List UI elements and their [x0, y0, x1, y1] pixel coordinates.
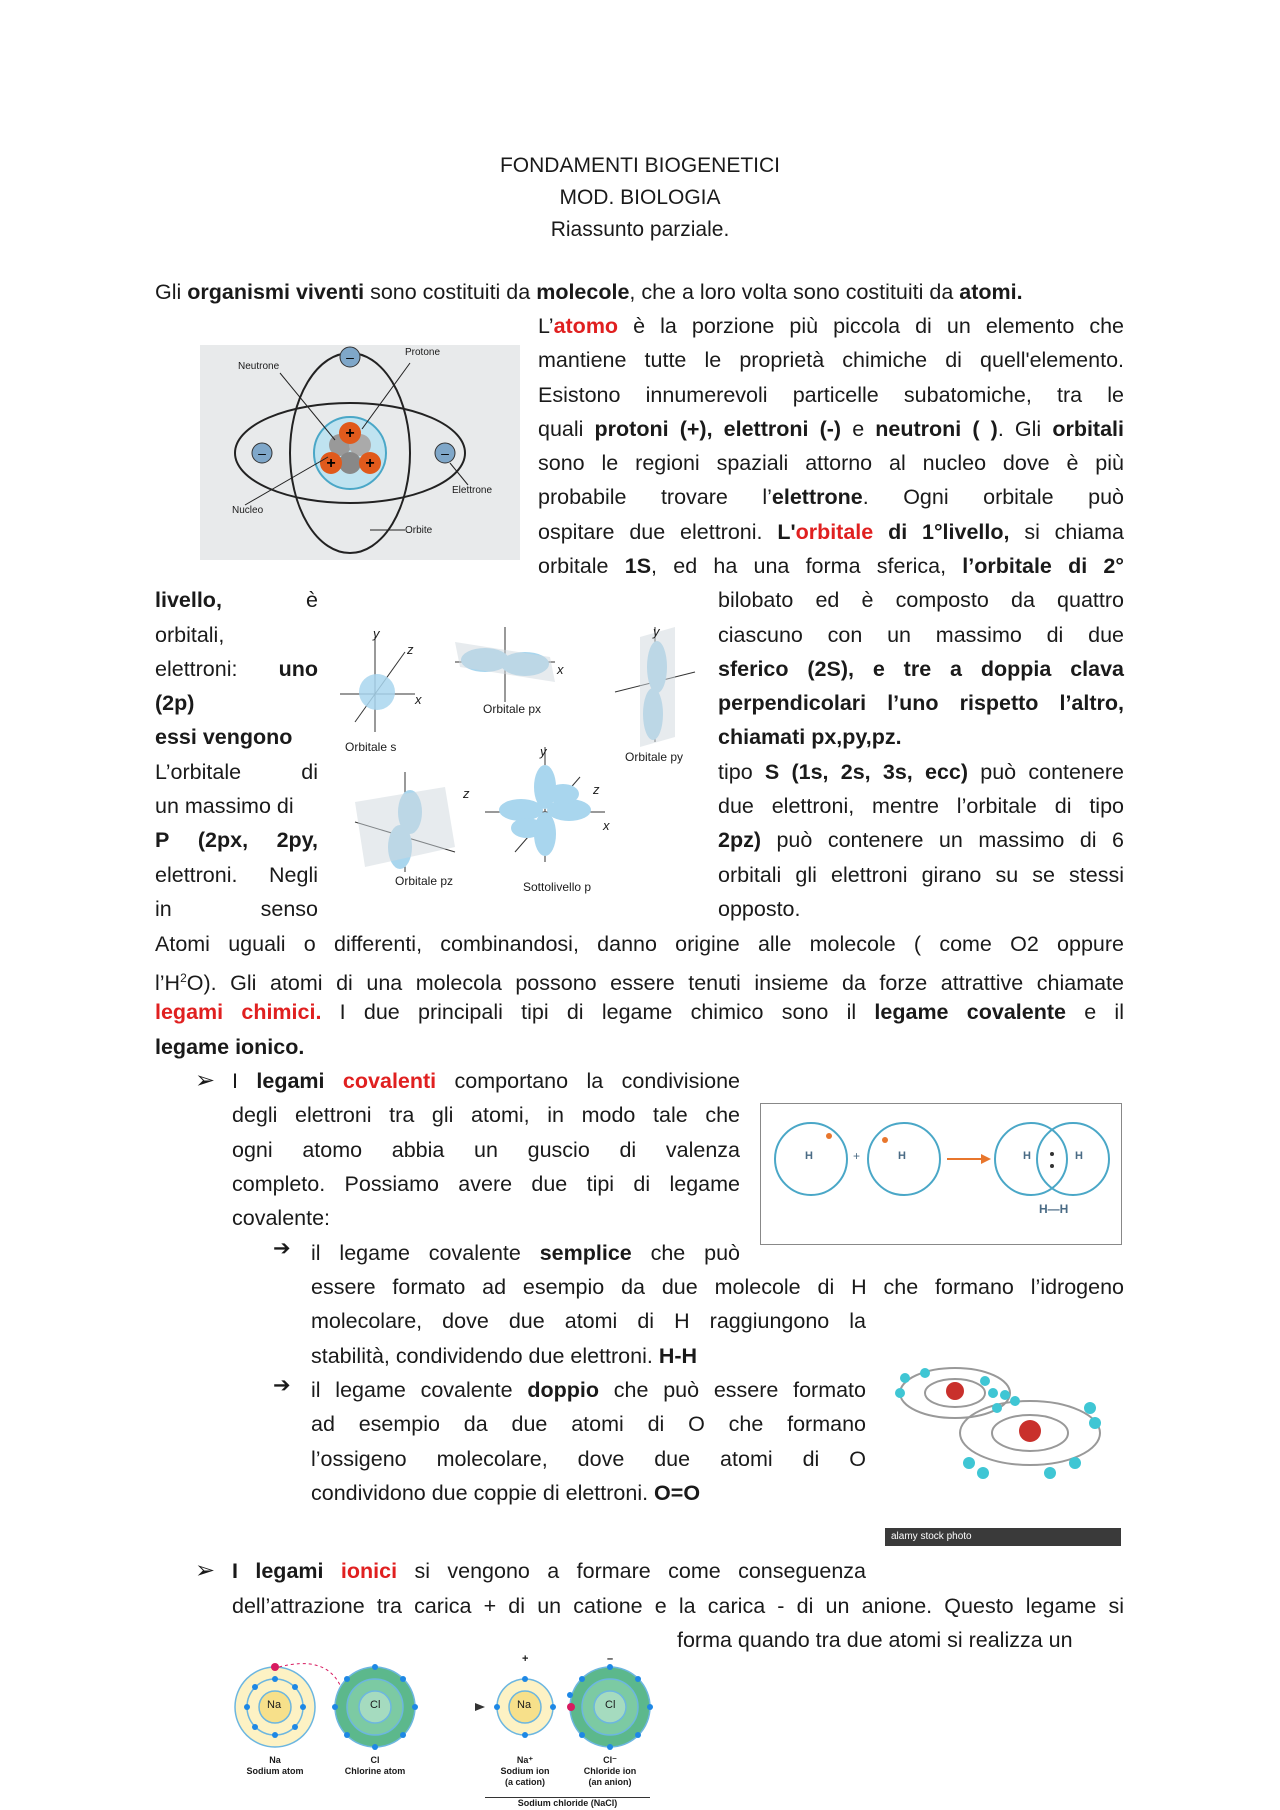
- na-ion-caption: Na⁺ Sodium ion (a cation): [500, 1755, 550, 1787]
- ionic-line-2: dell’attrazione tra carica + di un catione e la carica - di un anione. Questo legame si: [232, 1594, 1124, 1618]
- orbital-left-6: L’orbitale di: [155, 760, 318, 784]
- atom-text-line-1: L’atomo è la porzione più piccola di un elemento che: [538, 314, 1124, 338]
- orbital-left-9: elettroni. Negli: [155, 863, 318, 887]
- double-line-1: il legame covalente doppio che può essere formato: [311, 1378, 866, 1402]
- label-protone: Protone: [405, 347, 441, 358]
- h-atom-3: H: [1023, 1150, 1031, 1162]
- orbital-left-2: orbitali,: [155, 623, 225, 647]
- axis-z-sub: z: [593, 782, 600, 797]
- double-line-3: l’ossigeno molecolare, dove due atomi di O: [311, 1447, 866, 1471]
- orbital-right-3: sferico (2S), e tre a doppia clava: [718, 657, 1124, 681]
- axis-x-s: x: [415, 692, 422, 707]
- atom-text-line-7: ospitare due elettroni. L'orbitale di 1°livello, si chiama: [538, 520, 1124, 544]
- doc-subtitle: MOD. BIOLOGIA: [559, 186, 721, 209]
- label-orbitale-px: Orbitale px: [483, 702, 542, 716]
- molecules-line-3: legami chimici. I due principali tipi di legame chimico sono il legame covalente e il: [155, 1000, 1124, 1024]
- molecules-line-4: legame ionico.: [155, 1035, 305, 1059]
- atom-text-line-3: Esistono innumerevoli particelle subatomiche, tra le: [538, 383, 1124, 407]
- watermark-text: alamy stock photo: [891, 1531, 972, 1542]
- orbital-right-2: ciascuno con un massimo di due: [718, 623, 1124, 647]
- double-line-4: condividono due coppie di elettroni. O=O: [311, 1481, 701, 1505]
- single-line-3: molecolare, dove due atomi di H raggiungono la: [311, 1309, 866, 1333]
- label-orbitale-s: Orbitale s: [345, 740, 397, 754]
- svg-text:+: +: [326, 455, 336, 472]
- intro-paragraph: Gli organismi viventi sono costituiti da molecole, che a loro volta sono costituiti da atomi.: [155, 280, 1023, 304]
- axis-z-pz: z: [463, 786, 470, 801]
- minus-charge: –: [607, 1653, 614, 1665]
- axis-x-sub: x: [603, 818, 610, 833]
- orbital-right-7: due elettroni, mentre l’orbitale di tipo: [718, 794, 1124, 818]
- double-line-2: ad esempio da due atomi di O che formano: [311, 1412, 866, 1436]
- nacl-diagram: [230, 1655, 670, 1810]
- label-neutrone: Neutrone: [238, 361, 280, 372]
- atom-text-line-5: sono le regioni spaziali attorno al nucleo dove è più: [538, 451, 1124, 475]
- svg-text:+: +: [345, 425, 355, 442]
- plus-charge: +: [522, 1653, 529, 1665]
- atom-text-line-8: orbitale 1S, ed ha una forma sferica, l’orbitale di 2°: [538, 554, 1124, 578]
- label-orbitale-pz: Orbitale pz: [395, 874, 454, 888]
- covalent-line-3: ogni atomo abbia un guscio di valenza: [232, 1138, 740, 1162]
- na-atom-caption: Na Sodium atom: [246, 1755, 304, 1776]
- orbital-left-3: elettroni: uno: [155, 657, 318, 681]
- h-atom-1: H: [805, 1150, 813, 1162]
- orbital-right-1: bilobato ed è composto da quattro: [718, 588, 1124, 612]
- cl-ion-symbol: Cl: [605, 1699, 616, 1711]
- atom-text-line-2: mantiene tutte le proprietà chimiche di quell'elemento.: [538, 348, 1124, 372]
- single-line-2: essere formato ad esempio da due molecole di H che formano l’idrogeno: [311, 1275, 1124, 1299]
- covalent-line-4: completo. Possiamo avere due tipi di legame: [232, 1172, 740, 1196]
- orbital-right-6: tipo S (1s, 2s, 3s, ecc) può contenere: [718, 760, 1124, 784]
- orbital-right-9: orbitali gli elettroni girano su se stessi: [718, 863, 1124, 887]
- covalent-bullet-icon: ➢: [195, 1067, 216, 1094]
- orbital-left-10: in senso: [155, 897, 318, 921]
- arrow-icon-single: ➔: [273, 1237, 291, 1260]
- molecules-line-2: $l’H^2O$). Gli atomi di una molecola possono essere tenuti insieme da forze attrattive chiamate: [155, 971, 1124, 996]
- orbital-left-1: livello, è: [155, 588, 318, 612]
- orbital-right-4: perpendicolari l’uno rispetto l’altro,: [718, 691, 1124, 715]
- label-sottolivello-p: Sottolivello p: [523, 880, 592, 894]
- cl-atom-symbol: Cl: [370, 1699, 381, 1711]
- label-orbitale-py: Orbitale py: [625, 750, 684, 764]
- cl-atom-caption: Cl Chlorine atom: [344, 1755, 406, 1776]
- orbital-left-4: (2p): [155, 691, 195, 715]
- label-elettrone: Elettrone: [452, 485, 493, 496]
- svg-text:–: –: [258, 445, 266, 461]
- label-nucleo: Nucleo: [232, 505, 264, 516]
- h-h-bond-label: H—H: [1039, 1202, 1069, 1216]
- plus-sign: +: [853, 1149, 861, 1163]
- axis-x-px: x: [557, 662, 564, 677]
- watermark-bar: [885, 1528, 1121, 1546]
- svg-text:+: +: [365, 455, 375, 472]
- ionic-line-1: I legami ionici si vengono a formare come conseguenza: [232, 1559, 866, 1583]
- orbital-diagram: [335, 622, 698, 902]
- svg-text:–: –: [346, 349, 354, 365]
- axis-y-s: y: [373, 626, 380, 641]
- orbital-left-8: P (2px, 2py,: [155, 828, 318, 852]
- atom-diagram: [200, 345, 520, 560]
- axis-y-sub: y: [540, 744, 547, 759]
- doc-note: Riassunto parziale.: [550, 218, 730, 241]
- na-atom-symbol: Na: [267, 1699, 282, 1711]
- orbital-right-10: opposto.: [718, 897, 801, 921]
- covalent-line-1: I legami covalenti comportano la condivisione: [232, 1069, 740, 1093]
- single-line-1: il legame covalente semplice che può: [311, 1241, 740, 1265]
- covalent-line-2: degli elettroni tra gli atomi, in modo tale che: [232, 1103, 740, 1127]
- doc-title: FONDAMENTI BIOGENETICI: [499, 154, 780, 177]
- h-atom-4: H: [1075, 1150, 1083, 1162]
- molecules-line-1: Atomi uguali o differenti, combinandosi, danno origine alle molecole ( come O2 oppure: [155, 932, 1124, 956]
- covalent-line-5: covalente:: [232, 1206, 331, 1230]
- nacl-compound-caption: Sodium chloride (NaCl): [485, 1797, 650, 1808]
- atom-text-line-4: quali protoni (+), elettroni (-) e neutroni ( ). Gli orbitali: [538, 417, 1124, 441]
- axis-y-py: y: [653, 624, 660, 639]
- orbital-left-7: un massimo di: [155, 794, 294, 818]
- label-orbite: Orbite: [405, 525, 433, 536]
- arrow-icon-double: ➔: [273, 1374, 291, 1397]
- single-line-4: stabilità, condividendo due elettroni. H-H: [311, 1344, 698, 1368]
- orbital-right-5: chiamati px,py,pz.: [718, 725, 902, 749]
- cl-ion-caption: Cl⁻ Chloride ion (an anion): [583, 1755, 637, 1787]
- orbital-right-8: 2pz) può contenere un massimo di 6: [718, 828, 1124, 852]
- ionic-bullet-icon: ➢: [195, 1557, 216, 1584]
- h2-bond-diagram: [760, 1103, 1122, 1245]
- ionic-line-3: forma quando tra due atomi si realizza un: [677, 1628, 1073, 1652]
- axis-z-s: z: [407, 642, 414, 657]
- h-atom-2: H: [898, 1150, 906, 1162]
- orbital-left-5: essi vengono: [155, 725, 293, 749]
- o2-bond-diagram: [885, 1333, 1121, 1548]
- atom-text-line-6: probabile trovare l’elettrone. Ogni orbitale può: [538, 485, 1124, 509]
- na-ion-symbol: Na: [517, 1699, 532, 1711]
- svg-text:–: –: [441, 445, 449, 461]
